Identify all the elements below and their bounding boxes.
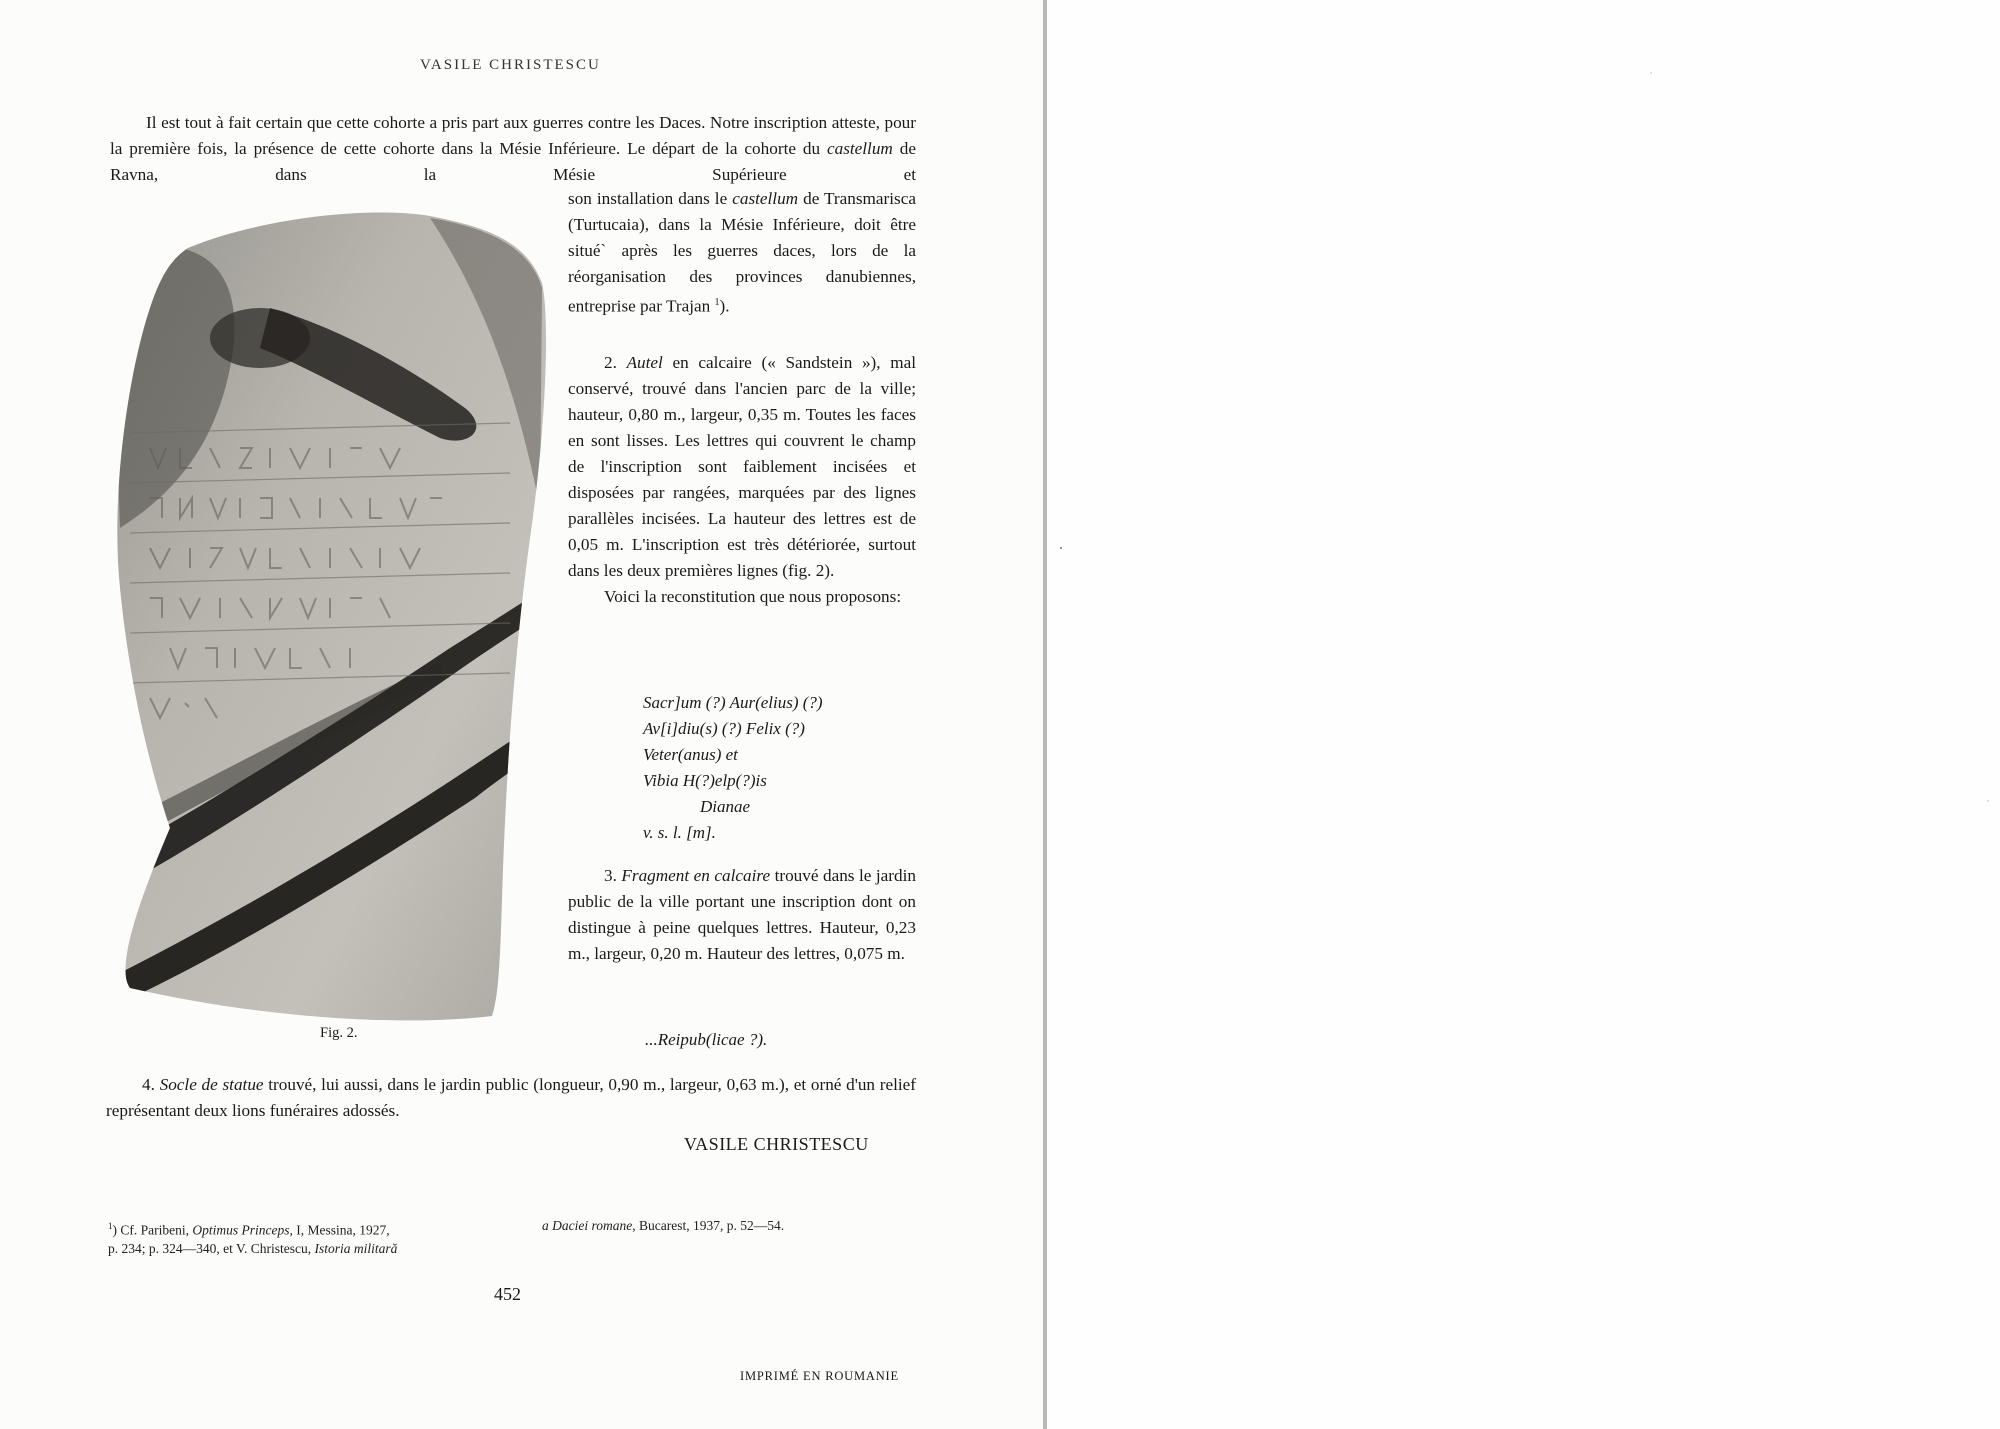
p2-num: 2. [604,353,627,372]
footnote-3b: , Bucarest, 1937, p. 52—54. [632,1218,785,1233]
recon-line-3: Veter(anus) et [643,745,738,764]
footnote-2a: p. 234; p. 324—340, et V. Christescu, [108,1241,315,1256]
p3-text: trouvé dans le jardin public de la ville portant une inscription dont on distingue à peine quelques lettres. Hauteur, 0,23 m., largeur, 0,20 m. Hauteur des lettres, 0,075 m. [568,866,916,963]
recon-line-1: Sacr]um (?) Aur(elius) (?) [643,693,823,712]
p4-text: trouvé, lui aussi, dans le jardin public (longueur, 0,90 m., largeur, 0,63 m.), et orné d'un relief représentant deux lions funéraires adossés. [106,1075,916,1120]
footnote-ref[interactable]: 1 [714,297,720,308]
speck [1650,72,1652,74]
running-head: VASILE CHRISTESCU [420,57,601,73]
paragraph-2 [568,350,916,610]
footnote-line-2 [108,1238,397,1260]
speck [1987,800,1989,802]
p1b-b: de Transmarisca (Turtucaia), dans la Mésie Inférieure, doit être situé` après les guerres daces, lors de la réorganisation des provinces danubiennes, entreprise par Trajan [568,189,916,316]
p3-quote: ...Reipub(licae ?). [645,1030,768,1049]
footnote-col-2 [542,1215,784,1237]
p1-intro: Il est tout à fait certain que cette cohorte a pris part aux guerres contre les Daces. Notre inscription atteste, pour la première fois, la présence de cette cohorte dans la Mésie Inférieure. Le départ de la cohorte du [110,113,916,158]
altar-stone-image [110,208,560,1026]
footnote-1-title: Optimus Princeps [192,1222,290,1238]
footnote-1b: , I, Messina, 1927, [289,1222,390,1238]
p1-tail: de Ravna, dans la Mésie Supérieure et [110,139,916,184]
p3-num: 3. [604,866,622,885]
figure-caption: Fig. 2. [320,1025,358,1041]
p2-text: en calcaire (« Sandstein »), mal conservé, trouvé dans l'ancien parc de la ville; hauteur, 0,80 m., largeur, 0,35 m. Toutes les faces en sont lisses. Les lettres qui couvrent le champ de l'inscription sont faiblement incisées et disposées par rangées, marquées par des lignes parallèles incisées. La hauteur des lettres est de 0,05 m. L'inscription est très détériorée, surtout dans les deux premières lignes (fig. 2). [568,353,917,580]
recon-line-6: v. s. l. [m]. [643,823,716,842]
right-page-blank [1047,0,2000,1429]
paragraph-2b: Voici la reconstitution que nous proposons: [604,587,902,606]
p2-title: Autel [626,353,663,372]
p1-castellum: castellum [826,139,893,158]
recon-line-4: Vibia H(?)elp(?)is [643,771,767,790]
recon-line-5: Dianae [700,797,751,816]
p4-num: 4. [142,1075,160,1094]
recon-line-2: Av[i]diu(s) (?) Felix (?) [643,719,805,738]
paragraph-1 [110,110,916,188]
p4-title: Socle de statue [159,1075,264,1094]
paragraph-1-continued [568,186,916,320]
author-signature: VASILE CHRISTESCU [684,1134,869,1154]
paragraph-4 [106,1072,916,1124]
footnote-marker: 1 [108,1221,113,1231]
speck [1060,547,1062,549]
figure-altar-photo [110,208,560,1026]
page-number: 452 [494,1284,521,1304]
p1b-end: ). [719,296,730,316]
footnote-2-title: Istoria militară [314,1241,398,1256]
paragraph-3 [568,863,916,967]
imprint-line: IMPRIMÉ EN ROUMANIE [740,1369,899,1383]
footnote-1a: ) Cf. Paribeni, [112,1222,193,1238]
p3-title: Fragment en calcaire [621,866,771,885]
p1b-a: son installation dans le [568,189,733,208]
footnote-3-title: a Daciei romane [542,1218,633,1233]
p1b-castellum: castellum [732,189,799,208]
